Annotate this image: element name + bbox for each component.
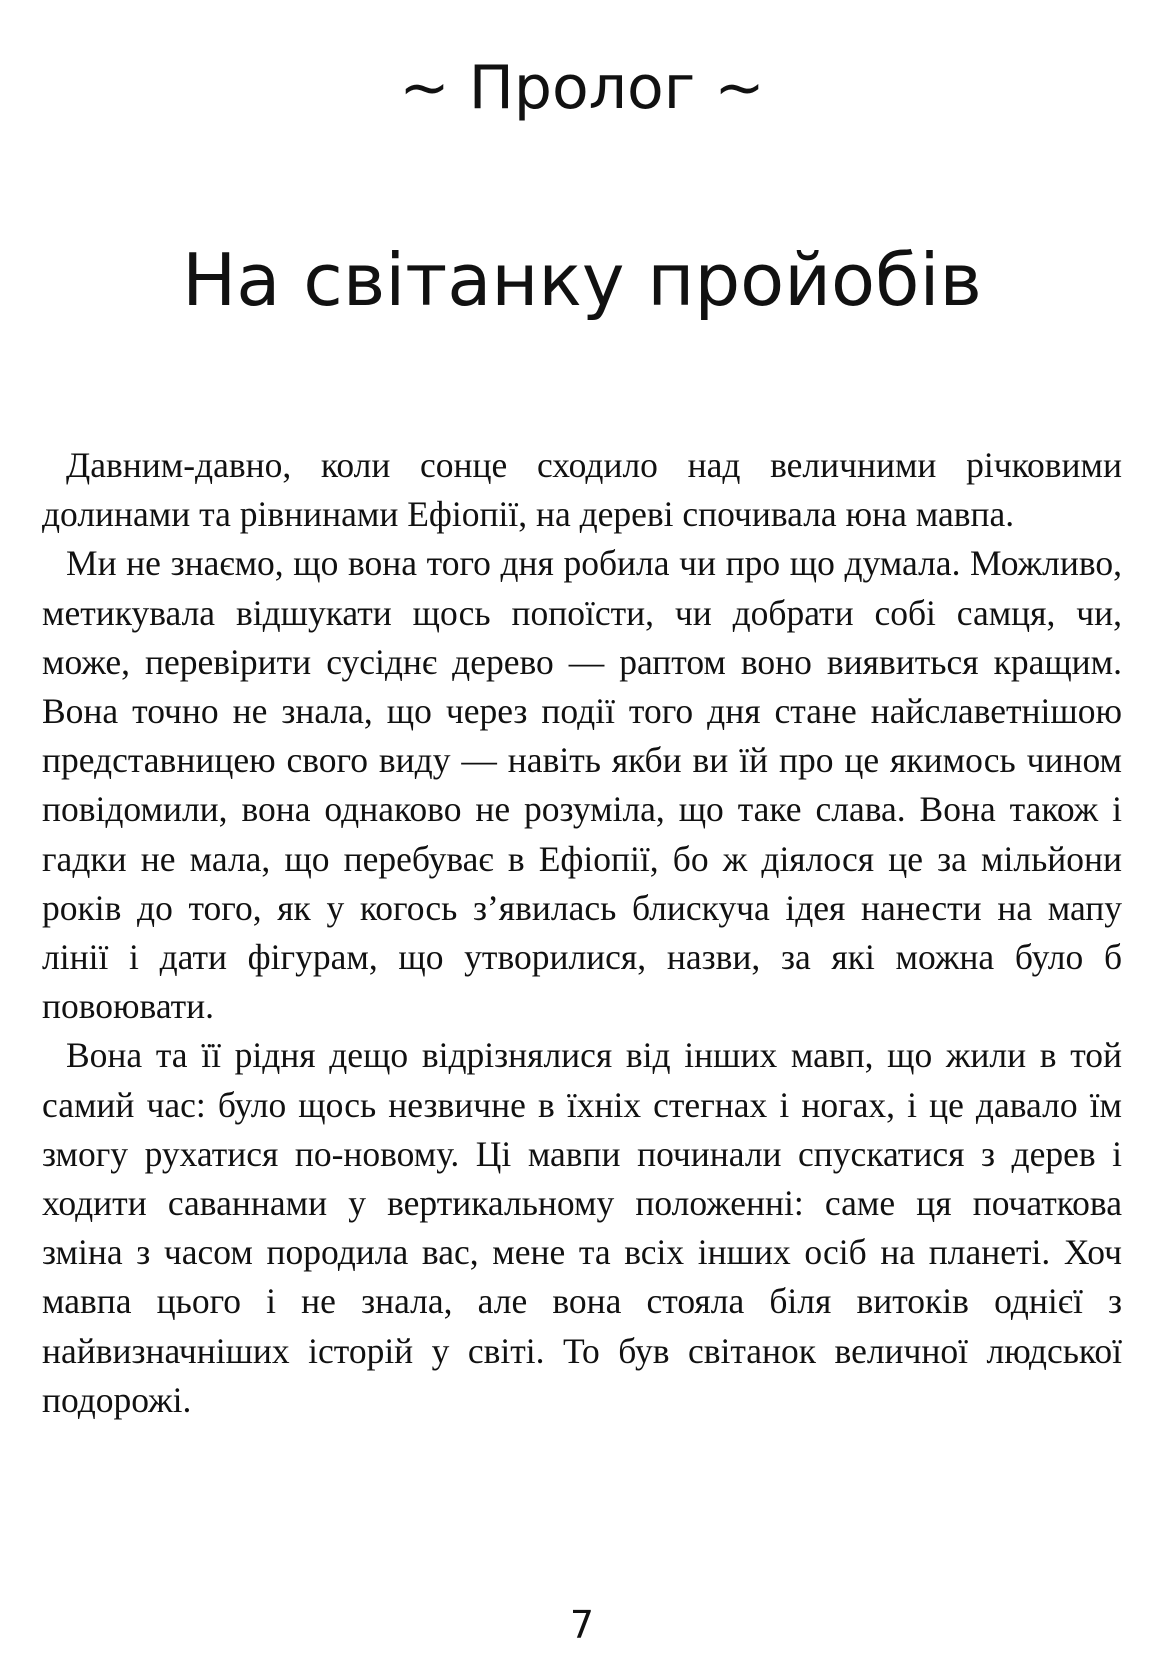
paragraph-2: Ми не знаємо, що вона того дня робила чи про що думала. Можливо, метикувала відшукати щось попоїсти, чи добрати собі самця, чи, може, перевірити сусіднє дерево — раптом воно виявиться кращим. Вона точно не знала, що через події того дня стане найславетнішою представницею свого виду — навіть якби ви їй про це якимось чином повідомили, вона однаково не розуміла, що таке слава. Вона також і гадки не мала, що перебуває в Ефіопії, бо ж діялося це за мільйони років до того, як у когось з’явилась блискуча ідея нанести на мапу лінії і дати фігурам, що утворилися, назви, за які можна було б повоювати.	[42, 543, 1122, 1027]
paragraph-3: Вона та її рідня дещо відрізнялися від інших мавп, що жили в той самий час: було щось незвичне в їхніх стегнах і ногах, і це давало їм змогу рухатися по-новому. Ці мавпи починали спускатися з дерев і ходити саваннами у вертикальному положенні: саме ця початкова зміна з часом породила вас, мене та всіх інших осіб на планеті. Хоч мавпа цього і не знала, але вона стояла біля витоків однієї з найвизначніших історій у світі. То був світанок величної людської подорожі.	[42, 1035, 1122, 1420]
paragraph-1: Давним-давно, коли сонце сходило над величними річковими долинами та рівнинами Ефіопії, на дереві спочивала юна мавпа.	[42, 445, 1122, 535]
chapter-title: На світанку пройобів	[182, 238, 982, 322]
body-text	[42, 441, 1122, 1425]
page-number: 7	[569, 1603, 595, 1647]
section-label: ~ Пролог ~	[399, 53, 765, 123]
